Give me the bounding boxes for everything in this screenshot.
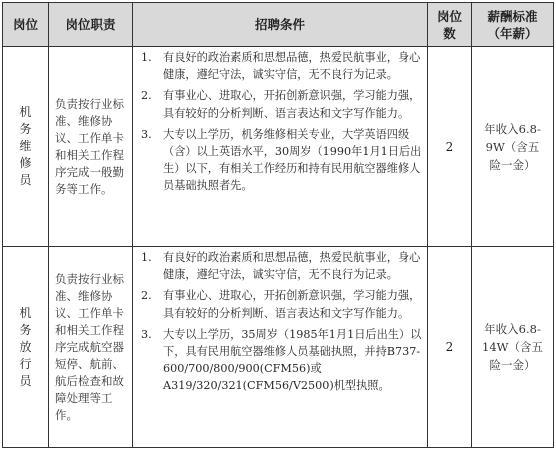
header-duties: 岗位职责: [49, 3, 133, 47]
requirement-number: 2.: [141, 289, 152, 303]
table-row: [3, 247, 554, 448]
requirement-text: 有良好的政治素质和思想品德，热爱民航事业，身心健康，遵纪守法，诚实守信，无不良行为记录。: [163, 251, 421, 282]
requirement-item: [137, 326, 423, 395]
header-row: [3, 3, 554, 47]
header-count-text: 岗位数: [436, 8, 462, 41]
header-salary-text: 薪酬标准（年薪）: [487, 8, 538, 41]
requirement-text: 有良好的政治素质和思想品德，热爱民航事业，身心健康，遵纪守法，诚实守信，无不良行为记录。: [163, 51, 421, 82]
requirement-number: 3.: [141, 327, 152, 341]
requirement-number: 1.: [141, 51, 152, 64]
requirements-list: [137, 249, 423, 395]
requirement-item: [137, 49, 423, 83]
header-count: [428, 3, 472, 47]
salary-cell: 年收入6.8-9W（含五险一金）: [472, 47, 554, 247]
duties-cell: 负责按行业标准、维修协议、工作单卡和相关工作程序完成航空器短停、航前、航后检查和故障处理等工作。: [49, 247, 133, 448]
requirement-item: [137, 126, 423, 195]
requirements-list: [137, 49, 423, 195]
duties-cell: 负责按行业标准、维修协议、工作单卡和相关工作程序完成一般勤务等工作。: [49, 47, 133, 247]
requirement-number: 2.: [141, 89, 152, 103]
position-cell: [3, 247, 49, 448]
requirement-number: 1.: [141, 251, 152, 264]
table-row: [3, 47, 554, 247]
requirement-text: 大专以上学历，35周岁（1985年1月1日后出生）以下，具有民用航空器维修人员基础执照，并持B737-600/700/800/900(CFM56)或A319/320/321(CFM56/V2500)机型执照。: [163, 327, 422, 393]
recruitment-table: [2, 2, 554, 448]
requirements-cell: [133, 247, 428, 448]
requirement-item: [137, 287, 423, 321]
requirement-text: 有事业心、进取心，开拓创新意识强，学习能力强，具有较好的分析判断、语言表达和文字写作能力。: [163, 89, 421, 120]
header-salary: [472, 3, 554, 47]
count-cell: 2: [428, 47, 472, 247]
header-requirements: 招聘条件: [133, 3, 428, 47]
position-cell: [3, 47, 49, 247]
requirement-item: [137, 249, 423, 283]
position-name: 机务维修员: [19, 105, 32, 187]
count-cell: 2: [428, 247, 472, 448]
requirement-item: [137, 87, 423, 121]
header-position: 岗位: [3, 3, 49, 47]
requirement-number: 3.: [141, 127, 152, 141]
requirements-cell: [133, 47, 428, 247]
position-name: 机务放行员: [19, 305, 32, 388]
salary-cell: 年收入6.8-14W（含五险一金）: [472, 247, 554, 448]
requirement-text: 大专以上学历，机务维修相关专业，大学英语四级（含）以上英语水平，30周岁（1990年1月1日后出生）以下，有相关工作经历和持有民用航空器维修人员基础执照者先。: [163, 127, 422, 193]
requirement-text: 有事业心、进取心，开拓创新意识强，学习能力强，具有较好的分析判断、语言表达和文字写作能力。: [163, 289, 421, 320]
